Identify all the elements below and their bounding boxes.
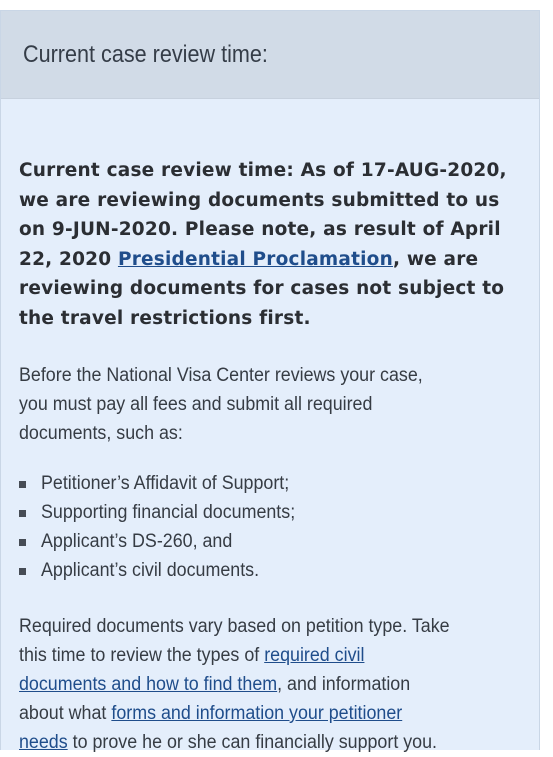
list-item-text: Applicant’s DS-260, and [41, 531, 233, 552]
notice-text: , we are [392, 248, 479, 270]
closing-line: Required documents vary based on petition type. Take [19, 616, 450, 637]
required-documents-list [19, 469, 521, 585]
closing-text: this time to review the types of [19, 645, 265, 666]
closing-line [19, 641, 527, 670]
square-bullet-icon [19, 481, 26, 488]
presidential-proclamation-link[interactable]: Presidential Proclamation [117, 248, 393, 270]
closing-text: to prove he or she can financially support you. [67, 732, 438, 753]
notice-line: reviewing documents for cases not subject to [19, 278, 505, 299]
petitioner-forms-link[interactable]: forms and information your petitioner [111, 703, 403, 724]
petitioner-forms-link-cont[interactable]: needs [19, 732, 68, 753]
list-item [19, 527, 521, 556]
square-bullet-icon [19, 568, 26, 575]
intro-paragraph [19, 361, 527, 448]
notice-text: 22, 2020 [19, 248, 118, 270]
panel-title: Current case review time: [23, 40, 268, 68]
panel-header [1, 11, 539, 99]
notice-line: Current case review time: As of 17-AUG-2020, [19, 160, 507, 181]
list-item-text: Petitioner’s Affidavit of Support; [41, 473, 290, 494]
review-time-notice [19, 156, 521, 333]
required-civil-documents-link[interactable]: required civil [264, 645, 365, 666]
closing-line [19, 670, 527, 699]
notice-line: we are reviewing documents submitted to us [19, 189, 500, 211]
intro-line: documents, such as: [19, 423, 183, 444]
closing-text: , and information [277, 674, 411, 695]
closing-line [19, 728, 527, 757]
closing-line [19, 699, 527, 728]
list-item [19, 469, 521, 498]
intro-line: you must pay all fees and submit all required [19, 394, 373, 415]
intro-line: Before the National Visa Center reviews your case, [19, 365, 423, 386]
panel-body [1, 99, 521, 757]
closing-text: about what [19, 703, 112, 724]
list-item-text: Supporting financial documents; [41, 502, 296, 523]
list-item-text: Applicant’s civil documents. [41, 560, 260, 581]
case-review-panel [0, 10, 540, 753]
notice-line: on 9-JUN-2020. Please note, as result of April [19, 219, 501, 240]
required-civil-documents-link-cont[interactable]: documents and how to find them [19, 674, 278, 695]
notice-line: the travel restrictions first. [19, 307, 311, 329]
list-item [19, 556, 521, 585]
square-bullet-icon [19, 539, 26, 546]
list-item [19, 498, 521, 527]
notice-line [19, 245, 521, 275]
closing-paragraph [19, 612, 527, 757]
square-bullet-icon [19, 510, 26, 517]
